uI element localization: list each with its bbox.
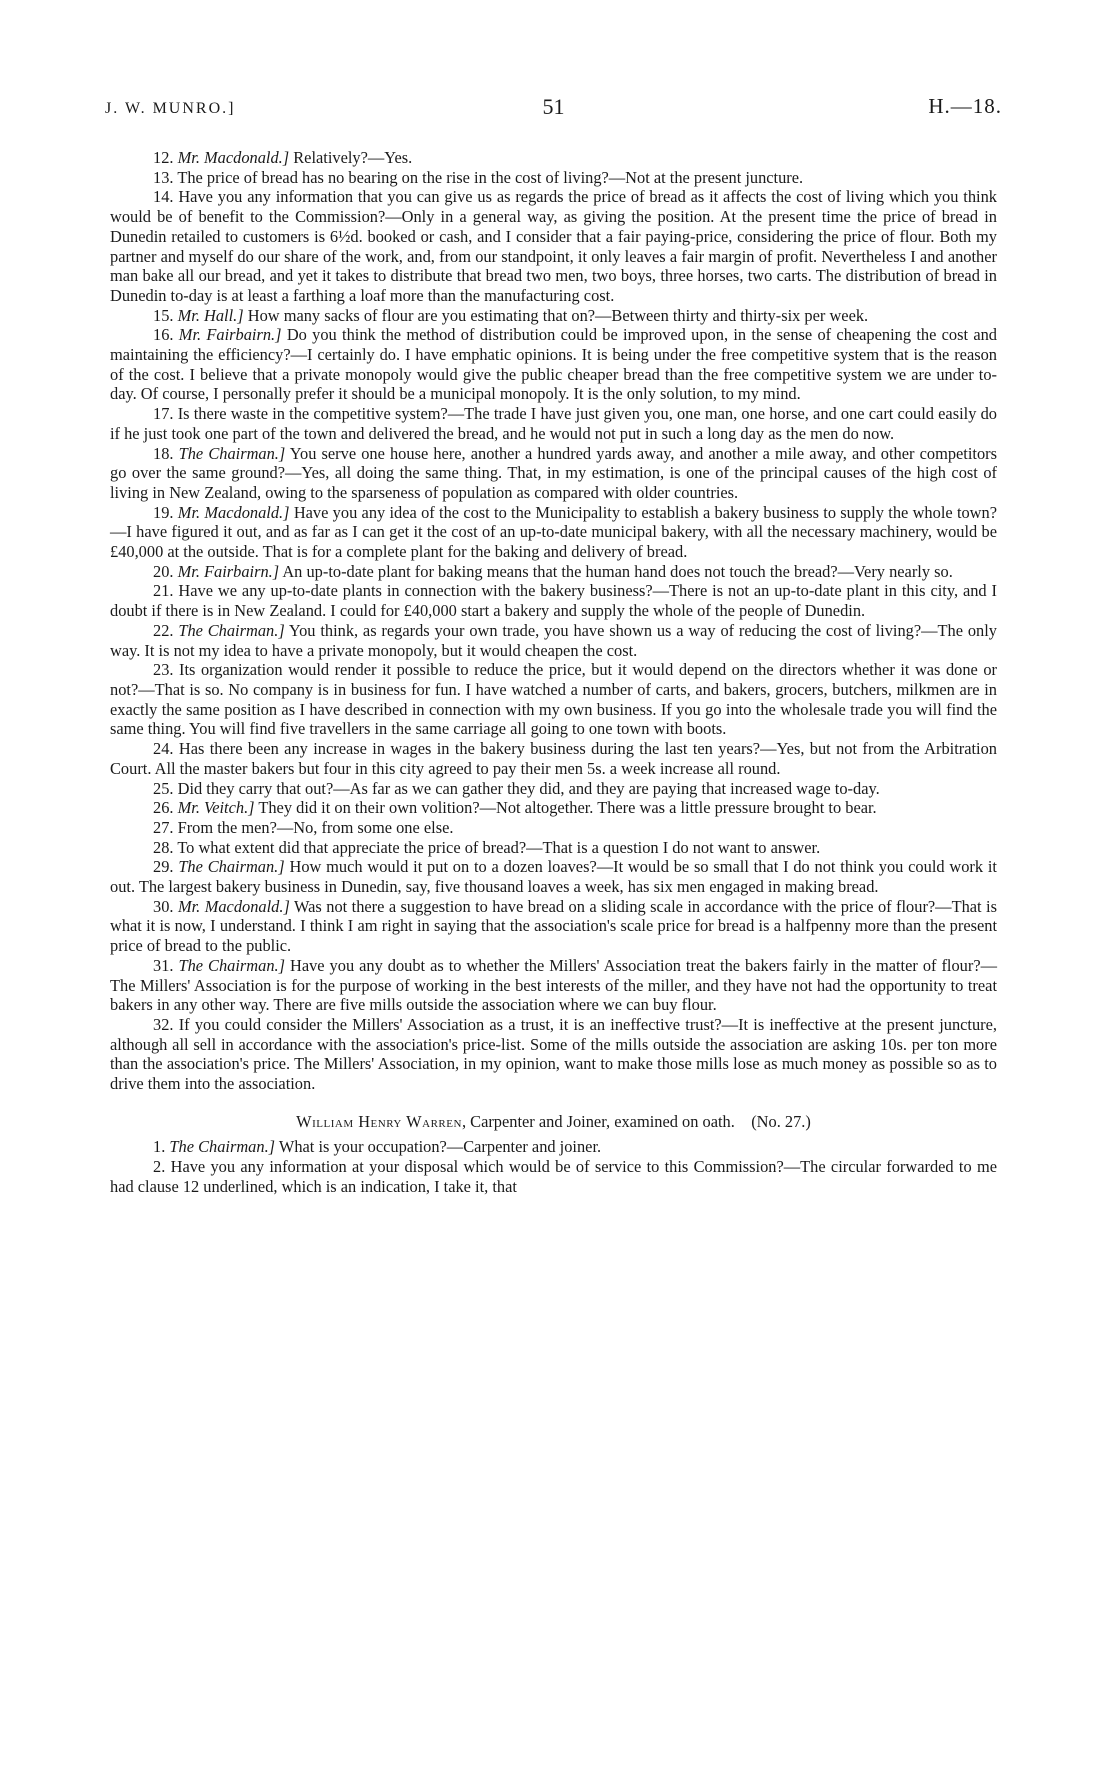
testimony-paragraph	[110, 187, 997, 305]
document-reference: H.—18.	[928, 94, 1002, 118]
question-number: 2.	[153, 1157, 166, 1177]
testimony-paragraph	[110, 1137, 997, 1157]
question-number: 28.	[153, 837, 174, 857]
paragraph-text: Has there been any increase in wages in the bakery business during the last ten years?—Yes, but not from the Arbitration Court. All the master bakers but four in this city agreed to pay their men 5s. a week increase all round.	[110, 739, 997, 778]
question-number: 27.	[153, 817, 174, 837]
paragraph-text: Have you any information at your disposal which would be of service to this Commission?—The circular forwarded to me had clause 12 underlined, which is an indication, I take it, that	[110, 1157, 997, 1196]
question-number: 22.	[153, 620, 174, 640]
paragraph-text: Its organization would render it possible to reduce the price, but it would depend on the directors whether it was done or not?—That is so. No company is in business for fun. I have watched a number of carts, and bakers, grocers, butchers, milkmen are in exactly the same position as I have described in connection with my own business. If you go into the wholesale trade you will find the same thing. You will find five travellers in the same carriage all going to one town with boots.	[110, 660, 997, 739]
speaker-name: The Chairman.]	[178, 443, 286, 463]
question-number: 16.	[153, 325, 174, 345]
witness-heading	[110, 1112, 997, 1132]
testimony-paragraph	[110, 857, 997, 896]
paragraph-text: What is your occupation?—Carpenter and joiner.	[275, 1137, 602, 1157]
question-number: 14.	[153, 187, 174, 207]
testimony-block-munro	[110, 148, 997, 1094]
paragraph-text: Have you any doubt as to whether the Millers' Association treat the bakers fairly in the matter of flour?—The Millers' Association is for the purpose of working in the best interests of the miller, and they have not had the opportunity to treat bakers in any other way. There are five mills outside the association where we can buy flour.	[110, 955, 997, 1015]
question-number: 1.	[153, 1137, 166, 1157]
paragraph-text: Did they carry that out?—As far as we can gather they did, and they are paying that increased wage to-day.	[177, 778, 880, 798]
testimony-paragraph	[110, 779, 997, 799]
testimony-paragraph	[110, 1015, 997, 1094]
paragraph-text: Do you think the method of distribution could be improved upon, in the sense of cheapening the cost and maintaining the efficiency?—I certainly do. I have emphatic opinions. It is being under the free competitive system that is the reason of the cost. I believe that a private monopoly would give the public cheaper bread than the free competitive system we are under to-day. Of course, I personally prefer it should be a municipal monopoly. It is the only solution, to my mind.	[110, 325, 998, 404]
paragraph-text: They did it on their own volition?—Not altogether. There was a little pressure brought to bear.	[254, 798, 877, 818]
question-number: 26.	[153, 798, 174, 818]
speaker-name: Mr. Fairbairn.]	[177, 561, 280, 581]
question-number: 32.	[153, 1014, 174, 1034]
paragraph-text: Relatively?—Yes.	[289, 148, 413, 167]
paragraph-text: Was not there a suggestion to have bread on a sliding scale in accordance with the price of flour?—That is what it is now, I understand. I think I am right in saying that the association's scale price for bread is a halfpenny more than the present price of bread to the public.	[110, 896, 997, 956]
testimony-paragraph	[110, 581, 997, 620]
paragraph-text: Have you any information that you can give us as regards the price of bread as it affects the cost of living which you think would be of benefit to the Commission?—Only in a general way, as giving the position. At the present time the price of bread in Dunedin retailed to customers is 6½d. booked or cash, and I consider that a fair paying-price, considering the price of flour. Both my partner and myself do our share of the work, and, from our standpoint, it only leaves a fair margin of profit. Nevertheless I and another man bake all our bread, and yet it takes to distribute that bread two men, two boys, three horses, two carts. The distribution of bread in Dunedin to-day is at least a farthing a loaf more than the manufacturing cost.	[110, 187, 997, 305]
paragraph-text: An up-to-date plant for baking means that the human hand does not touch the bread?—Very nearly so.	[279, 561, 953, 581]
header-witness-name: J. W. MUNRO.]	[105, 100, 236, 117]
question-number: 23.	[153, 660, 174, 680]
witness-number: (No. 27.)	[751, 1111, 811, 1131]
speaker-name: Mr. Veitch.]	[177, 798, 255, 818]
speaker-name: Mr. Macdonald.]	[177, 148, 290, 167]
speaker-name: Mr. Macdonald.]	[177, 896, 290, 916]
witness-name: William Henry Warren	[296, 1111, 462, 1131]
speaker-name: The Chairman.]	[178, 857, 285, 877]
testimony-paragraph	[110, 562, 997, 582]
page-header	[105, 94, 1002, 124]
paragraph-text: Have we any up-to-date plants in connection with the bakery business?—There is not an up-to-date plant in this city, and I doubt if there is in New Zealand. I could for £40,000 start a bakery and supply the whole of the people of Dunedin.	[110, 581, 997, 621]
speaker-name: The Chairman.]	[169, 1137, 276, 1157]
question-number: 17.	[153, 404, 174, 424]
question-number: 24.	[153, 739, 174, 759]
question-number: 20.	[153, 561, 174, 581]
paragraph-text: The price of bread has no bearing on the rise in the cost of living?—Not at the present juncture.	[177, 167, 804, 187]
testimony-paragraph	[110, 404, 997, 443]
testimony-paragraph	[110, 660, 997, 739]
question-number: 29.	[153, 857, 174, 877]
question-number: 25.	[153, 778, 174, 798]
paragraph-text: How many sacks of flour are you estimating that on?—Between thirty and thirty-six per week.	[243, 305, 869, 325]
paragraph-text: You think, as regards your own trade, you have shown us a way of reducing the cost of living?—The only way. It is not my idea to have a private monopoly, but it would cheapen the cost.	[110, 620, 997, 660]
testimony-paragraph	[110, 621, 997, 660]
question-number: 15.	[153, 305, 174, 325]
testimony-paragraph	[110, 818, 997, 838]
question-number: 18.	[153, 443, 174, 463]
testimony-paragraph	[110, 1157, 997, 1196]
testimony-paragraph	[110, 838, 997, 858]
testimony-paragraph	[110, 503, 997, 562]
speaker-name: Mr. Hall.]	[177, 305, 244, 325]
speaker-name: Mr. Macdonald.]	[177, 502, 290, 522]
paragraph-text: From the men?—No, from some one else.	[177, 817, 454, 837]
paragraph-text: Is there waste in the competitive system?—The trade I have just given you, one man, one horse, and one cart could easily do if he just took one part of the town and delivered the bread, and he would not put in such a long day as the men do now.	[110, 404, 997, 443]
testimony-paragraph	[110, 798, 997, 818]
question-number: 31.	[153, 955, 174, 975]
paragraph-text: Have you any idea of the cost to the Municipality to establish a bakery business to supply the whole town?—I have figured it out, and as far as I can get it the cost of an up-to-date municipal bakery, with all the necessary machinery, would be £40,000 at the outside. That is for a complete plant for the baking and delivery of bread.	[110, 502, 997, 562]
question-number: 19.	[153, 502, 174, 522]
testimony-paragraph	[110, 168, 997, 188]
question-number: 30.	[153, 896, 174, 916]
testimony-paragraph	[110, 897, 997, 956]
paragraph-text: How much would it put on to a dozen loaves?—It would be so small that I do not think you could work it out. The largest bakery business in Dunedin, say, five thousand loaves a week, has six men engaged in making bread.	[110, 857, 997, 897]
testimony-paragraph	[110, 306, 997, 326]
question-number: 13.	[153, 167, 174, 187]
page-body	[110, 148, 997, 1197]
paragraph-text: You serve one house here, another a hundred yards away, and another a mile away, and other competitors go over the same ground?—Yes, all doing the same thing. That, in my estimation, is one of the principal causes of the high cost of living in New Zealand, owing to the sparseness of population as compared with older countries.	[110, 443, 997, 502]
page-number: 51	[542, 94, 565, 119]
testimony-paragraph	[110, 444, 997, 503]
question-number: 12.	[153, 148, 174, 167]
paragraph-text: If you could consider the Millers' Association as a trust, it is an ineffective trust?—It is ineffective at the present juncture, although all sell in accordance with the association's price-list. Some of the mills outside the association are asking 10s. per ton more than the association's price. The Millers' Association, in my opinion, want to make those mills lose as much money as possible so as to drive them into the association.	[110, 1014, 997, 1094]
testimony-paragraph	[110, 739, 997, 778]
testimony-paragraph	[110, 956, 997, 1015]
testimony-paragraph	[110, 148, 997, 168]
question-number: 21.	[153, 581, 174, 601]
witness-description: , Carpenter and Joiner, examined on oath.	[461, 1111, 735, 1131]
testimony-block-warren	[110, 1137, 997, 1196]
speaker-name: The Chairman.]	[178, 955, 286, 975]
testimony-paragraph	[110, 325, 997, 404]
speaker-name: The Chairman.]	[178, 620, 285, 640]
paragraph-text: To what extent did that appreciate the price of bread?—That is a question I do not want to answer.	[177, 837, 821, 857]
speaker-name: Mr. Fairbairn.]	[178, 325, 282, 345]
